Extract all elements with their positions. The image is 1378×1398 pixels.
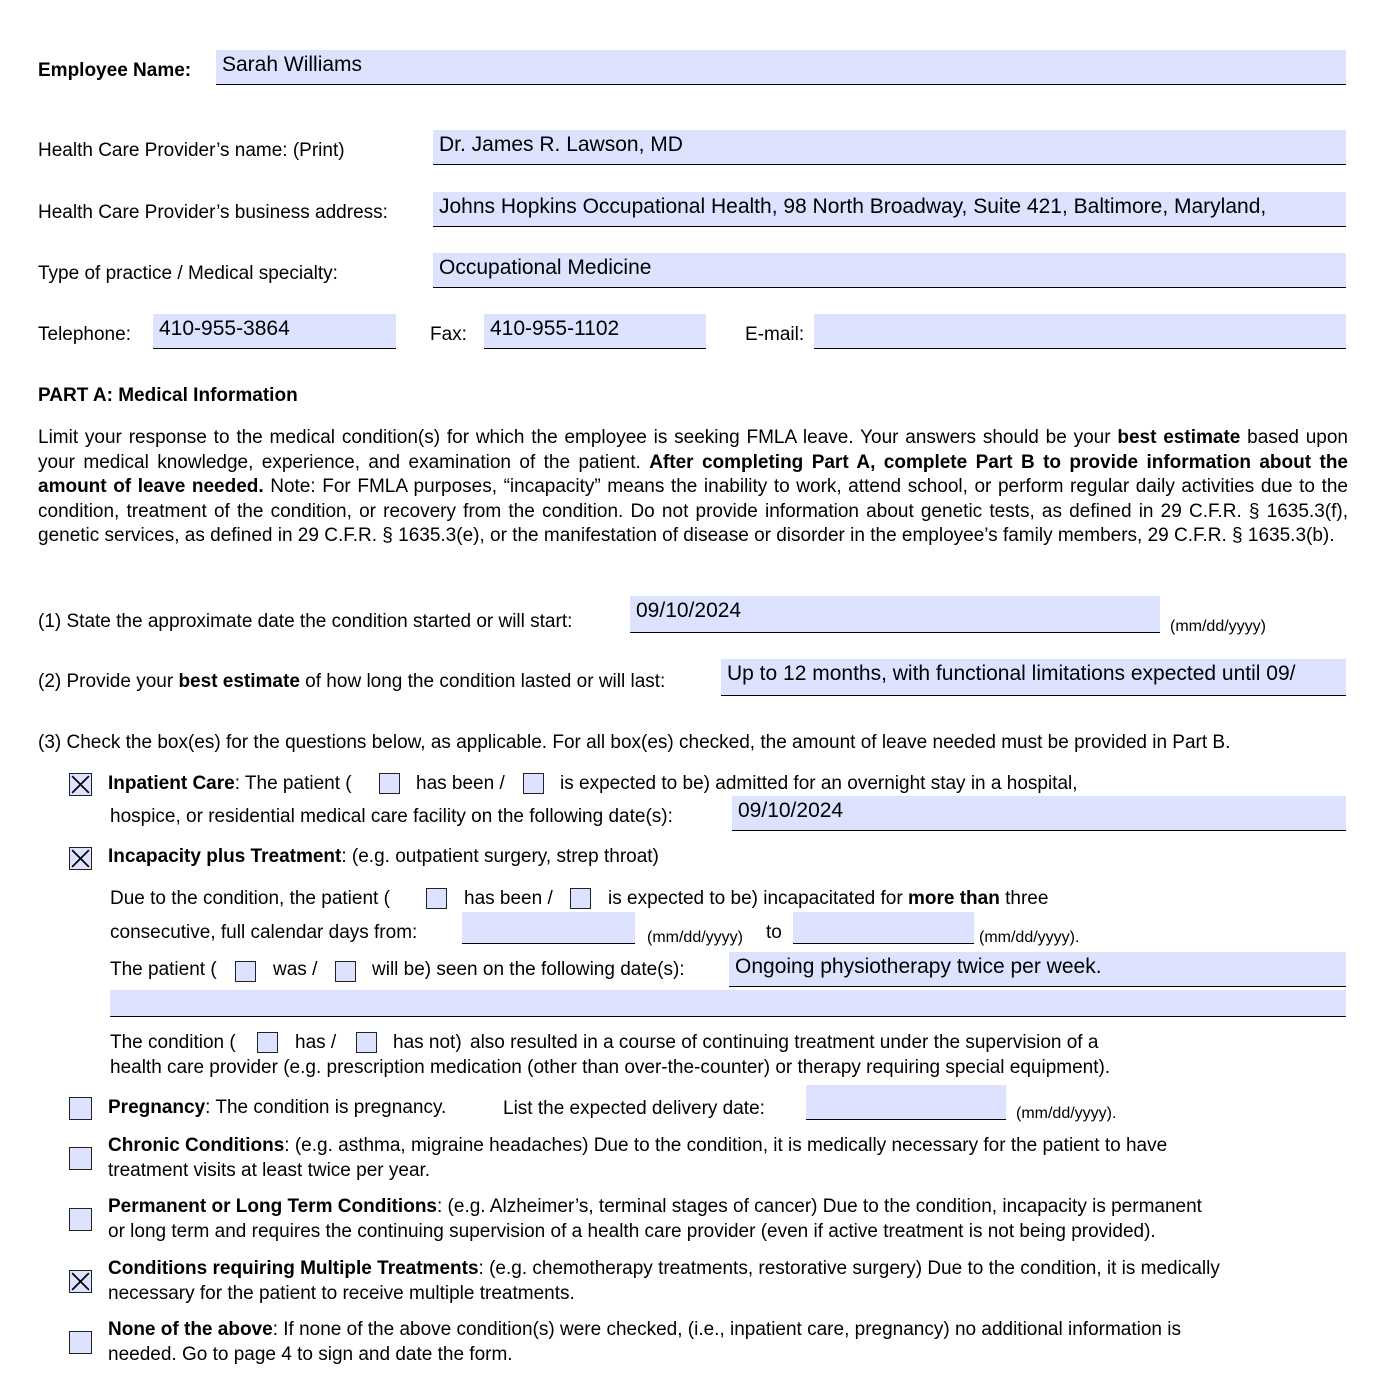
q1-label: (1) State the approximate date the condition started or will start: [38, 611, 573, 632]
permanent-conditions-text: Permanent or Long Term Conditions: (e.g. Alzheimer’s, terminal stages of cancer) Due to the condition, incapacity is permanent or long term and requires the continuing supervision of a health care provider (even if active treatment is not being provided). [108, 1196, 1202, 1242]
email-field[interactable] [814, 314, 1346, 349]
none-of-the-above-checkbox[interactable] [69, 1331, 92, 1354]
condition-continuing-text-2: health care provider (e.g. prescription medication (other than over-the-counter) or therapy requiring special equipment). [110, 1057, 1111, 1078]
condition-continuing-text: also resulted in a course of continuing treatment under the supervision of a [470, 1032, 1099, 1053]
inpatient-line2: hospice, or residential medical care facility on the following date(s): [110, 806, 673, 827]
inpatient-expected-label: is expected to be) admitted for an overnight stay in a hospital, [560, 773, 1078, 794]
specialty-label: Type of practice / Medical specialty: [38, 263, 338, 284]
condition-label: The condition ( [110, 1032, 236, 1053]
employee-name-field[interactable]: Sarah Williams [216, 50, 1346, 85]
none-of-the-above-text: None of the above: If none of the above condition(s) were checked, (i.e., inpatient care, pregnancy) no additional information is needed. Go to page 4 to sign and date the form. [108, 1319, 1181, 1365]
q2-label: (2) Provide your best estimate of how long the condition lasted or will last: [38, 671, 666, 692]
incapacity-seen-dates-field[interactable]: Ongoing physiotherapy twice per week. [729, 952, 1346, 987]
incapacity-from-field[interactable] [462, 912, 635, 944]
chronic-conditions-checkbox[interactable] [69, 1147, 92, 1170]
incapacity-expected-label: is expected to be) incapacitated for more than three [608, 888, 1049, 909]
condition-has-not-label: has not) [393, 1032, 462, 1053]
incapacity-consecutive-label: consecutive, full calendar days from: [110, 922, 418, 943]
specialty-field[interactable]: Occupational Medicine [433, 253, 1346, 288]
pregnancy-checkbox[interactable] [69, 1097, 92, 1120]
incapacity-will-be-checkbox[interactable] [335, 961, 356, 982]
condition-has-checkbox[interactable] [257, 1032, 278, 1053]
incapacity-will-be-label: will be) seen on the following date(s): [372, 959, 685, 980]
incapacity-treatment-checkbox[interactable] [69, 847, 92, 870]
provider-address-label: Health Care Provider’s business address: [38, 202, 388, 223]
condition-has-not-checkbox[interactable] [356, 1032, 377, 1053]
part-a-heading: PART A: Medical Information [38, 385, 298, 406]
incapacity-has-been-label: has been / [464, 888, 553, 909]
telephone-field[interactable]: 410-955-3864 [153, 314, 396, 349]
delivery-date-label: List the expected delivery date: [503, 1098, 765, 1119]
provider-name-label: Health Care Provider’s name: (Print) [38, 140, 345, 161]
inpatient-care-checkbox[interactable] [69, 773, 92, 796]
q1-date-field[interactable]: 09/10/2024 [630, 596, 1160, 633]
inpatient-has-been-label: has been / [416, 773, 505, 794]
inpatient-expected-checkbox[interactable] [523, 773, 544, 794]
incapacity-treatment-line1: Incapacity plus Treatment: (e.g. outpatient surgery, strep throat) [108, 846, 659, 867]
incapacity-patient-label: The patient ( [110, 959, 217, 980]
q2-duration-field[interactable]: Up to 12 months, with functional limitations expected until 09/ [721, 659, 1346, 696]
incapacity-seen-dates-field-2[interactable] [110, 990, 1346, 1017]
incapacity-from-format: (mm/dd/yyyy) [647, 929, 743, 946]
multiple-treatments-checkbox[interactable] [69, 1270, 92, 1293]
check-x-icon [70, 848, 91, 869]
incapacity-expected-checkbox[interactable] [570, 888, 591, 909]
provider-address-field[interactable]: Johns Hopkins Occupational Health, 98 North Broadway, Suite 421, Baltimore, Maryland, [433, 192, 1346, 227]
incapacity-to-format: (mm/dd/yyyy). [979, 929, 1080, 946]
chronic-conditions-text: Chronic Conditions: (e.g. asthma, migraine headaches) Due to the condition, it is medically necessary for the patient to have treatment visits at least twice per year. [108, 1135, 1168, 1181]
incapacity-has-been-checkbox[interactable] [426, 888, 447, 909]
check-x-icon [70, 774, 91, 795]
incapacity-was-checkbox[interactable] [235, 961, 256, 982]
inpatient-care-line1: Inpatient Care: The patient ( [108, 773, 352, 794]
employee-name-label: Employee Name: [38, 60, 192, 81]
incapacity-due-label: Due to the condition, the patient ( [110, 888, 390, 909]
incapacity-to-field[interactable] [793, 912, 974, 944]
inpatient-date-field[interactable]: 09/10/2024 [732, 796, 1346, 831]
incapacity-was-label: was / [273, 959, 318, 980]
fax-field[interactable]: 410-955-1102 [484, 314, 706, 349]
part-a-intro: Limit your response to the medical condition(s) for which the employee is seeking FMLA leave. Your answers should be your best estimate based upon your medical knowledge, experience, and examination of the patient. After completing Part A, complete Part B to provide information about the amount of leave needed. Note: For FMLA purposes, “incapacity” means the inability to work, attend school, or perform regular daily activities due to the condition, treatment of the condition, or recovery from the condition. Do not provide information about genetic tests, as defined in 29 C.F.R. § 1635.3(f), genetic services, as defined in 29 C.F.R. § 1635.3(e), or the manifestation of disease or disorder in the employee’s family members, 29 C.F.R. § 1635.3(b). [38, 427, 1349, 547]
email-label: E-mail: [745, 324, 805, 345]
inpatient-has-been-checkbox[interactable] [379, 773, 400, 794]
delivery-date-field[interactable] [806, 1085, 1006, 1120]
incapacity-to-label: to [766, 922, 782, 943]
check-x-icon [70, 1271, 91, 1292]
provider-name-field[interactable]: Dr. James R. Lawson, MD [433, 130, 1346, 165]
pregnancy-label: Pregnancy: The condition is pregnancy. [108, 1097, 447, 1118]
q3-label: (3) Check the box(es) for the questions below, as applicable. For all box(es) checked, the amount of leave needed must be provided in Part B. [38, 732, 1231, 753]
q1-format-hint: (mm/dd/yyyy) [1170, 618, 1266, 635]
multiple-treatments-text: Conditions requiring Multiple Treatments: (e.g. chemotherapy treatments, restorative surgery) Due to the condition, it is medically necessary for the patient to receive multiple treatments. [108, 1258, 1220, 1304]
delivery-date-format: (mm/dd/yyyy). [1016, 1105, 1117, 1122]
condition-has-label: has / [295, 1032, 337, 1053]
fax-label: Fax: [430, 324, 467, 345]
telephone-label: Telephone: [38, 324, 131, 345]
permanent-conditions-checkbox[interactable] [69, 1208, 92, 1231]
